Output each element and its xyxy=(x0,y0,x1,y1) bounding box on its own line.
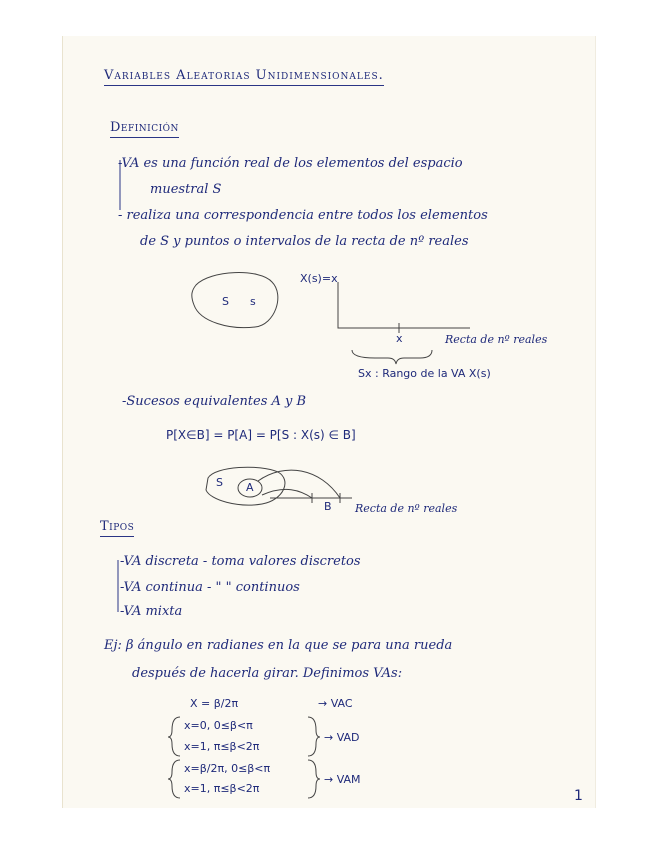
vam-left-brace xyxy=(168,760,180,798)
tipos-item-1: -VA discreta - toma valores discretos xyxy=(120,554,361,569)
vam-label: → VAM xyxy=(324,773,361,786)
subset-a-label: A xyxy=(246,481,254,494)
page-number: 1 xyxy=(574,788,583,804)
vad-row-2: x=1, π≤β<2π xyxy=(184,740,260,753)
range-brace xyxy=(352,350,432,364)
mapping-arrow-2 xyxy=(262,489,312,498)
definicion-heading: Definición xyxy=(110,120,179,138)
vam-row-1: x=β/2π, 0≤β<π xyxy=(184,762,271,775)
vac-formula: X = β/2π xyxy=(190,697,239,710)
set-s-blob xyxy=(192,273,278,328)
definicion-line-3: - realiza una correspondencia entre todos los elementos xyxy=(118,208,488,223)
interval-b-label: B xyxy=(324,500,332,513)
vad-label: → VAD xyxy=(324,731,360,744)
axis-label: X(s)=x xyxy=(300,272,338,285)
vad-row-1: x=0, 0≤β<π xyxy=(184,719,253,732)
sucesos-formula: P[X∈B] = P[A] = P[S : X(s) ∈ B] xyxy=(166,428,356,442)
tipos-item-3: -VA mixta xyxy=(120,604,183,619)
set-s-label: S xyxy=(222,295,229,308)
ejemplo-line-2: después de hacerla girar. Definimos VAs: xyxy=(132,666,403,681)
tipos-heading: Tipos xyxy=(100,519,134,537)
vac-label: → VAC xyxy=(318,697,353,710)
tick-x-label: x xyxy=(396,332,403,345)
vad-right-brace xyxy=(308,717,320,756)
vam-row-2: x=1, π≤β<2π xyxy=(184,782,260,795)
vad-left-brace xyxy=(168,717,180,756)
sucesos-line: -Sucesos equivalentes A y B xyxy=(122,394,307,409)
definicion-line-2: muestral S xyxy=(150,182,222,197)
page-title: Variables Aleatorias Unidimensionales. xyxy=(104,68,384,86)
definicion-line-4: de S y puntos o intervalos de la recta de nº reales xyxy=(140,234,469,249)
point-s-label: s xyxy=(250,295,256,308)
tipos-item-2: -VA continua - " " continuos xyxy=(120,580,300,595)
range-caption: Sx : Rango de la VA X(s) xyxy=(358,367,491,380)
vam-right-brace xyxy=(308,760,320,798)
axis-caption-2: Recta de nº reales xyxy=(355,502,458,515)
ejemplo-line-1: Ej: β ángulo en radianes en la que se para una rueda xyxy=(104,638,453,653)
axis-caption: Recta de nº reales xyxy=(445,333,548,346)
real-axis xyxy=(338,282,470,328)
set-s-label-2: S xyxy=(216,476,223,489)
mapping-arrow-1 xyxy=(258,470,340,498)
definicion-line-1: -VA es una función real de los elementos del espacio xyxy=(118,156,463,171)
